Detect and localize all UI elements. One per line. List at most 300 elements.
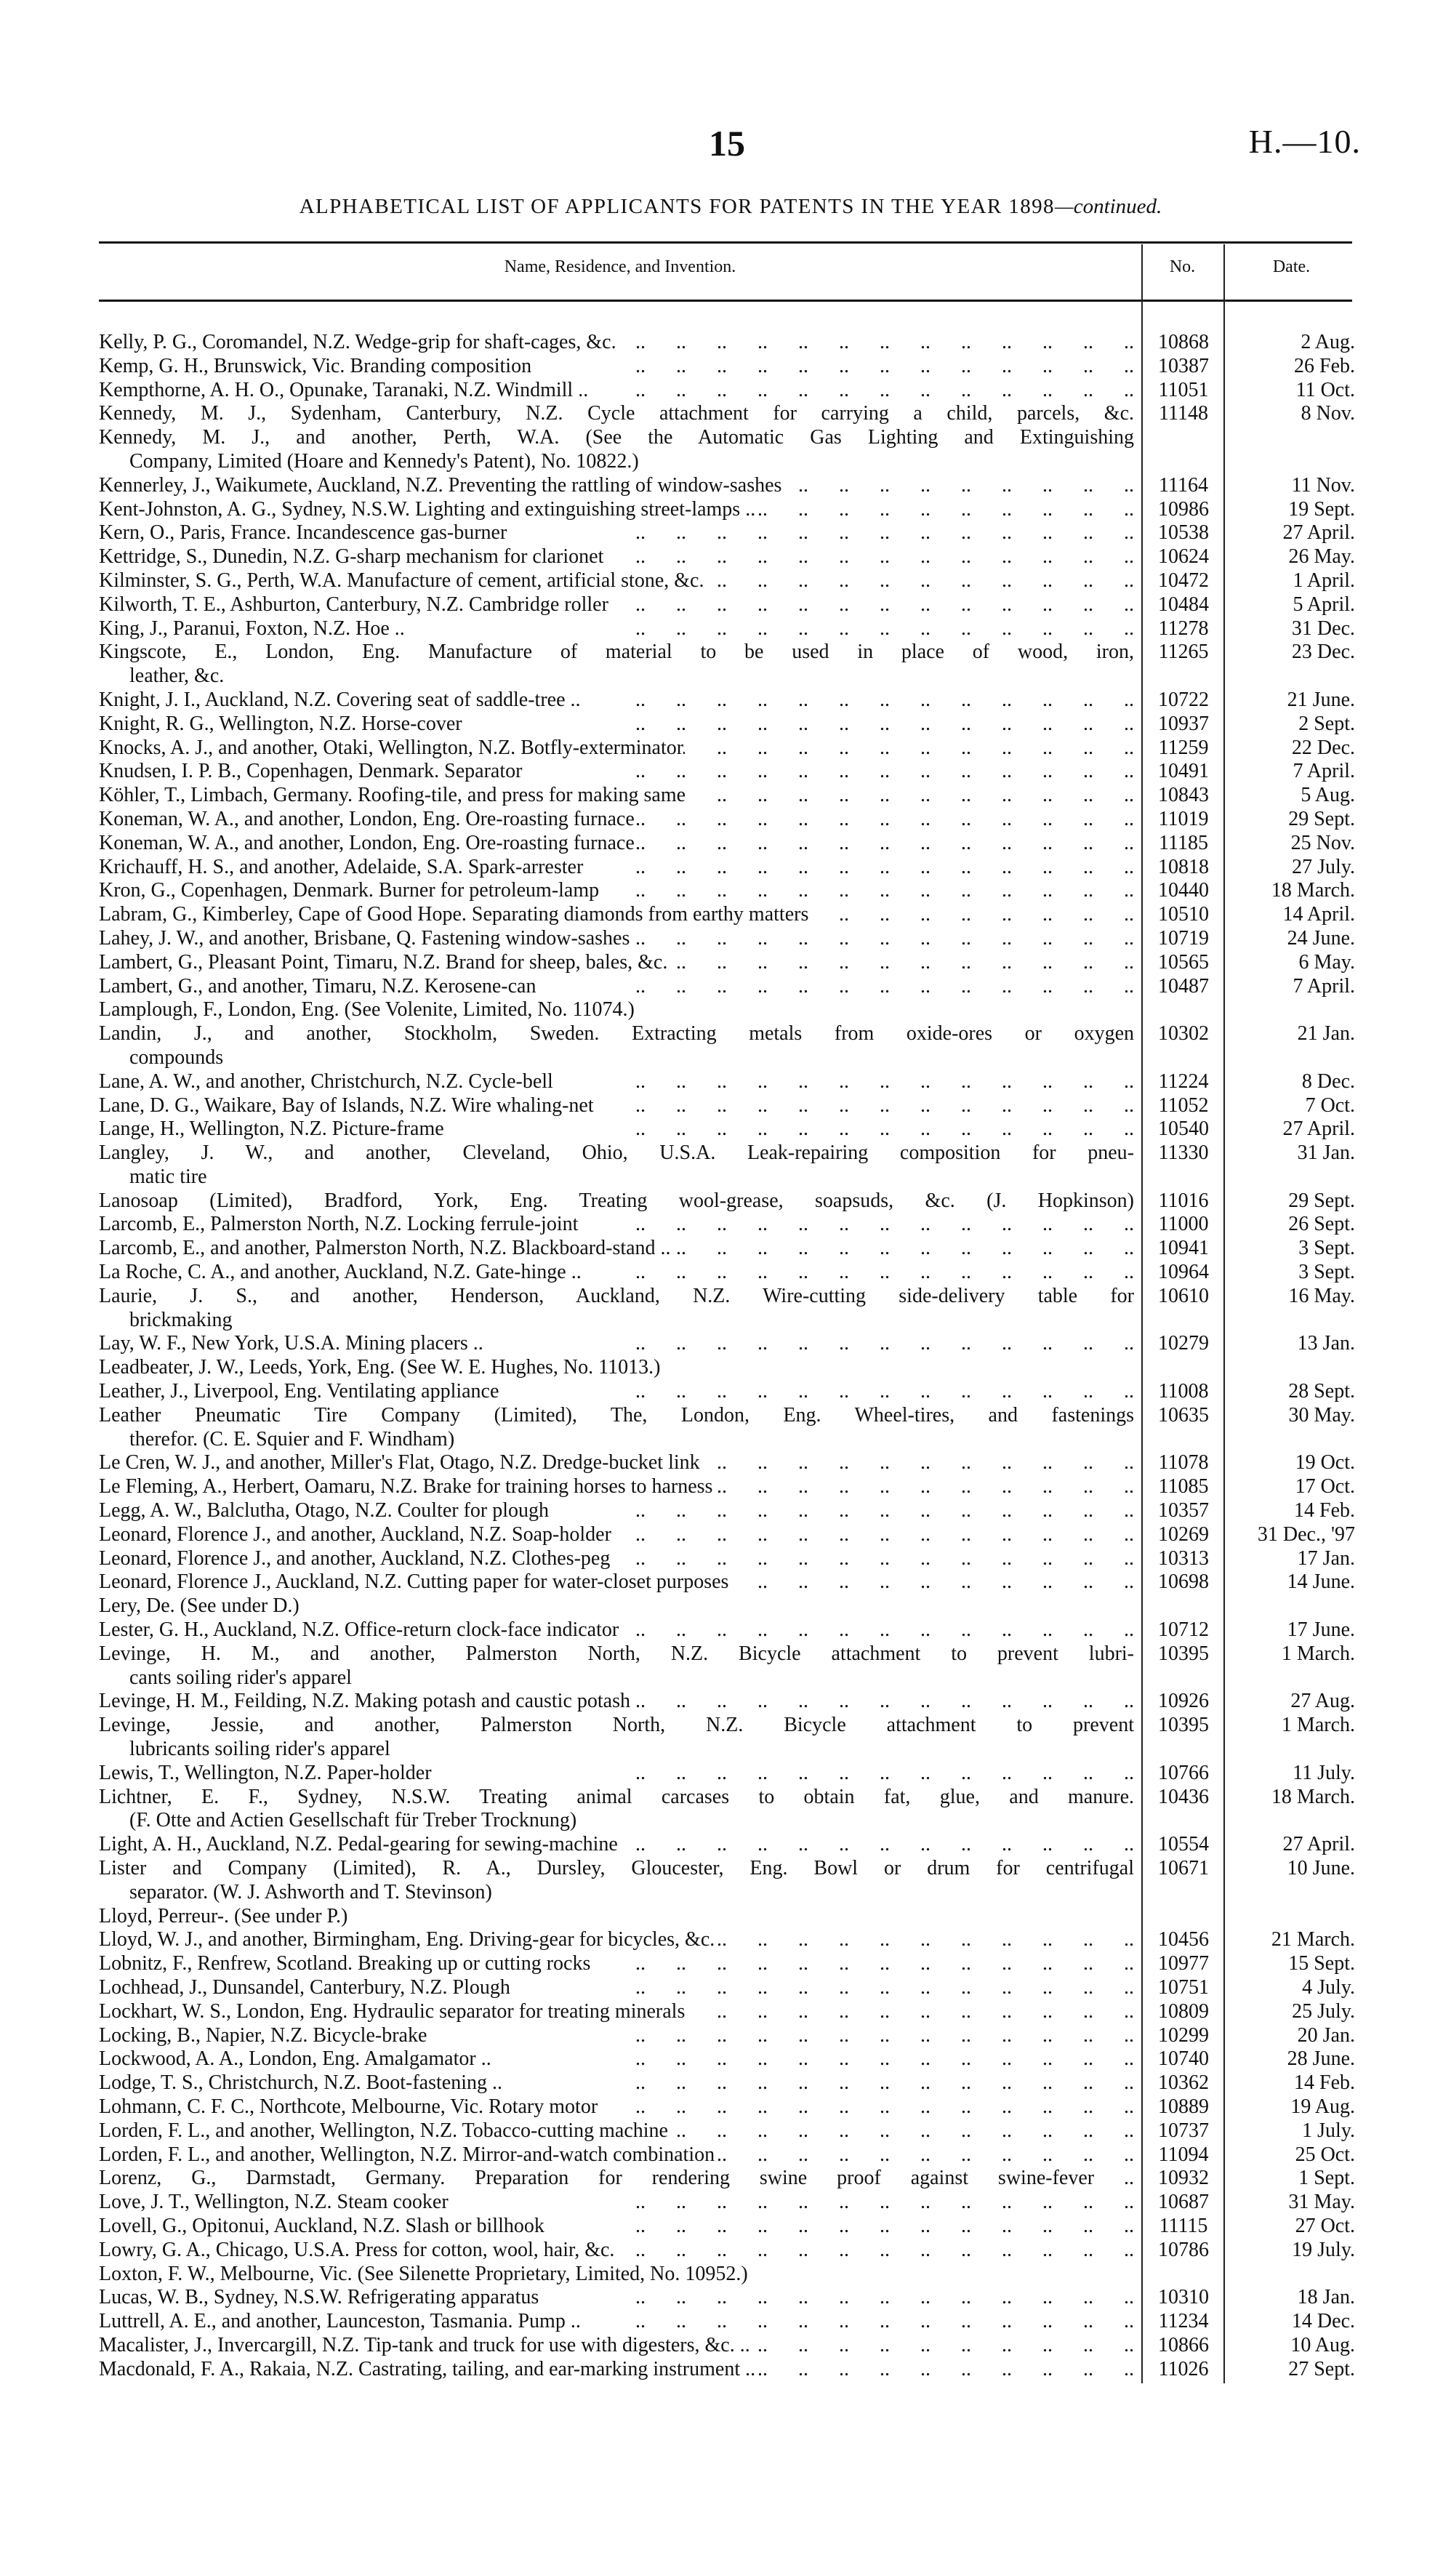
- patent-number: 10279: [1158, 1332, 1209, 1355]
- applicant-text: Knudsen, I. P. B., Copenhagen, Denmark. Separator: [99, 760, 523, 783]
- application-date: 11 Oct.: [1295, 378, 1355, 401]
- table-row: [99, 1141, 1364, 1165]
- document-reference: H.—10.: [1248, 123, 1361, 160]
- table-row: [99, 617, 1364, 641]
- patent-number: 10671: [1158, 1857, 1209, 1879]
- applicant-text: Lorden, F. L., and another, Wellington, N.Z. Mirror-and-watch combination: [99, 2143, 715, 2166]
- applicant-cell: [99, 1499, 1134, 1523]
- continuation-text: lubricants soiling rider's apparel: [129, 1738, 390, 1761]
- application-date: 22 Dec.: [1291, 736, 1355, 759]
- table-row: [99, 1237, 1364, 1261]
- table-row: [99, 1475, 1364, 1499]
- table-row: [99, 426, 1364, 450]
- application-date: 14 June.: [1287, 1570, 1355, 1594]
- table-row-continuation: [99, 1738, 1364, 1762]
- table-row: [99, 927, 1364, 951]
- patent-number: 10565: [1158, 950, 1209, 974]
- applicant-text: Kemp, G. H., Brunswick, Vic. Branding composition: [99, 354, 532, 377]
- applicant-text: Lobnitz, F., Renfrew, Scotland. Breaking up or cutting rocks: [99, 1952, 591, 1975]
- applicant-cell: [99, 879, 1134, 903]
- table-row: [99, 593, 1364, 617]
- applicant-cell: [99, 593, 1134, 617]
- patent-number: 10712: [1158, 1618, 1209, 1642]
- table-row: [99, 1261, 1364, 1285]
- table-row-continuation: [99, 1046, 1364, 1070]
- dot-leader: [553, 1070, 1134, 1094]
- applicant-cell: [99, 1642, 1134, 1666]
- table-row: [99, 737, 1364, 761]
- dot-leader: [610, 1547, 1134, 1571]
- application-date: 28 June.: [1287, 2047, 1355, 2071]
- applicant-text: Le Fleming, A., Herbert, Oamaru, N.Z. Brake for training horses to harness: [99, 1475, 713, 1498]
- application-date: 31 Dec.: [1291, 617, 1355, 640]
- applicant-list: [99, 331, 1364, 2382]
- table-row: [99, 1786, 1364, 1810]
- application-date: 3 Sept.: [1298, 1261, 1355, 1284]
- application-date: [1224, 1356, 1361, 1380]
- applicant-text: Leonard, Florence J., and another, Auckland, N.Z. Clothes-peg: [99, 1546, 611, 1570]
- patent-number: 11000: [1158, 1213, 1209, 1236]
- applicant-text: Lorden, F. L., and another, Wellington, N.Z. Tobacco-cutting machine: [99, 2119, 668, 2142]
- applicant-text: Lowry, G. A., Chicago, U.S.A. Press for cotton, wool, hair, &c.: [99, 2238, 615, 2261]
- applicant-text: Luttrell, A. E., and another, Launceston, Tasmania. Pump ..: [99, 2310, 581, 2333]
- applicant-text: Lichtner, E. F., Sydney, N.S.W. Treating animal carcases to obtain fat, glue, and manure.: [99, 1785, 1134, 1808]
- continuation-text: separator. (W. J. Ashworth and T. Stevinson): [129, 1880, 492, 1903]
- table-row-continuation: [99, 450, 1364, 474]
- table-row: [99, 856, 1364, 880]
- applicant-text: Light, A. H., Auckland, N.Z. Pedal-gearing for sewing-machine: [99, 1833, 618, 1856]
- patent-number: 10299: [1158, 2023, 1209, 2047]
- applicant-cell: [99, 1404, 1134, 1428]
- applicant-text: Lester, G. H., Auckland, N.Z. Office-return clock-face indicator: [99, 1618, 619, 1642]
- dot-leader: [750, 2334, 1134, 2358]
- applicant-cell: [99, 2191, 1134, 2215]
- patent-number: 10362: [1158, 2071, 1209, 2095]
- dot-leader: [502, 2071, 1134, 2095]
- applicant-text: Leonard, Florence J., Auckland, N.Z. Cutting paper for water-closet purposes: [99, 1570, 729, 1594]
- application-date: 31 Dec., '97: [1257, 1522, 1355, 1546]
- applicant-cell: [99, 737, 1134, 761]
- dot-leader: [582, 1261, 1134, 1285]
- table-row: [99, 975, 1364, 999]
- applicant-cell: [99, 1356, 1134, 1380]
- table-row-continuation: [99, 1309, 1364, 1333]
- application-date: 26 May.: [1288, 545, 1355, 569]
- applicant-cell: [99, 2024, 1134, 2048]
- applicant-cell: [99, 1451, 1134, 1475]
- applicant-text: Langley, J. W., and another, Cleveland, Ohio, U.S.A. Leak-repairing composition for pneu-: [99, 1141, 1134, 1165]
- table-row: [99, 1404, 1364, 1428]
- dot-leader: [583, 856, 1134, 880]
- application-date: 5 April.: [1293, 593, 1355, 616]
- applicant-text: Kilminster, S. G., Perth, W.A. Manufacture of cement, artificial stone, &c.: [99, 569, 704, 592]
- application-date: 8 Nov.: [1301, 402, 1355, 425]
- column-header-no: No.: [1169, 257, 1196, 276]
- table-row: [99, 2358, 1364, 2382]
- dot-leader: [668, 2119, 1134, 2143]
- applicant-text: Labram, G., Kimberley, Cape of Good Hope. Separating diamonds from earthy matters: [99, 903, 809, 926]
- application-date: 19 Aug.: [1290, 2095, 1355, 2118]
- dot-leader: [427, 2024, 1134, 2048]
- applicant-text: Lister and Company (Limited), R. A., Dursley, Gloucester, Eng. Bowl or drum for centrifugal: [99, 1857, 1134, 1879]
- applicant-cell: [99, 1786, 1134, 1810]
- applicant-text: Kennedy, M. J., Sydenham, Canterbury, N.Z. Cycle attachment for carrying a child, parcels, &c.: [99, 402, 1134, 425]
- applicant-text: Koneman, W. A., and another, London, Eng. Ore-roasting furnace: [99, 807, 635, 830]
- dot-leader: [630, 1690, 1134, 1714]
- applicant-text: Laurie, J. S., and another, Henderson, Auckland, N.Z. Wire-cutting side-delivery table for: [99, 1284, 1134, 1307]
- application-date: 7 April.: [1293, 760, 1355, 783]
- application-date: 26 Feb.: [1294, 354, 1355, 377]
- patent-number: 10687: [1158, 2191, 1209, 2214]
- patent-number: 11078: [1158, 1451, 1209, 1474]
- applicant-cell: [99, 1475, 1134, 1499]
- continuation-text: leather, &c.: [129, 665, 225, 688]
- patent-number: 11094: [1158, 2143, 1209, 2166]
- applicant-cell: [99, 689, 1134, 713]
- dot-leader: [728, 1570, 1134, 1594]
- applicant-text: Kempthorne, A. H. O., Opunake, Taranaki, N.Z. Windmill ..: [99, 378, 589, 401]
- dot-leader: [590, 1952, 1134, 1976]
- table-row: [99, 1332, 1364, 1356]
- dot-leader: [544, 2215, 1134, 2239]
- patent-number: 10964: [1158, 1261, 1209, 1284]
- applicant-cell: [99, 1261, 1134, 1285]
- applicant-cell: [99, 1762, 1134, 1786]
- applicant-cell: [99, 713, 1134, 737]
- application-date: 1 March.: [1281, 1714, 1355, 1737]
- table-row: [99, 402, 1364, 426]
- applicant-cell: [99, 2071, 1134, 2095]
- applicant-cell: [99, 1547, 1134, 1571]
- applicant-cell: [99, 2000, 1134, 2024]
- patent-number: 10722: [1158, 688, 1209, 711]
- application-date: 14 Dec.: [1291, 2310, 1355, 2333]
- applicant-cell: [99, 2239, 1134, 2263]
- table-row: [99, 2143, 1364, 2167]
- application-date: [1224, 1905, 1361, 1929]
- applicant-cell: [99, 1618, 1134, 1642]
- dot-leader: [667, 951, 1134, 975]
- dot-leader: [507, 521, 1134, 545]
- application-date: 27 July.: [1292, 855, 1355, 878]
- application-date: 26 Sept.: [1288, 1213, 1355, 1236]
- applicant-cell: [99, 1952, 1134, 1976]
- patent-number: 10302: [1158, 1022, 1209, 1046]
- applicant-text: Lamplough, F., London, Eng. (See Volenite, Limited, No. 11074.): [99, 998, 635, 1022]
- patent-number: 11051: [1158, 378, 1209, 401]
- applicant-cell: [99, 1332, 1134, 1356]
- applicant-cell: [99, 1070, 1134, 1094]
- application-date: 14 Feb.: [1294, 1499, 1355, 1522]
- table-row: [99, 998, 1364, 1022]
- table-row: [99, 2119, 1364, 2143]
- application-date: 14 April.: [1282, 903, 1355, 926]
- table-row: [99, 951, 1364, 975]
- application-date: 7 Oct.: [1305, 1094, 1355, 1117]
- table-row: [99, 521, 1364, 545]
- applicant-text: Kilworth, T. E., Ashburton, Canterbury, N.Z. Cambridge roller: [99, 593, 608, 616]
- patent-number: 10751: [1158, 1975, 1209, 1999]
- continuation-text: compounds: [129, 1046, 224, 1069]
- applicant-text: Lockwood, A. A., London, Eng. Amalgamator ..: [99, 2047, 491, 2071]
- table-row: [99, 2334, 1364, 2358]
- application-date: 17 June.: [1287, 1618, 1355, 1642]
- dot-leader: [581, 2310, 1134, 2334]
- dot-leader: [594, 1094, 1134, 1118]
- continuation-text: cants soiling rider's apparel: [129, 1666, 352, 1689]
- table-row: [99, 2310, 1364, 2334]
- applicant-cell: [99, 2143, 1134, 2167]
- applicant-text: Knocks, A. J., and another, Otaki, Wellington, N.Z. Botfly-exterminator: [99, 736, 684, 759]
- dot-leader: [755, 2358, 1134, 2382]
- dot-leader: [611, 1523, 1134, 1547]
- patent-number: 10436: [1158, 1785, 1209, 1808]
- header-bottom-rule: [99, 300, 1352, 302]
- dot-leader: [635, 832, 1134, 856]
- applicant-cell: [99, 1594, 1134, 1618]
- patent-number: 10440: [1158, 879, 1209, 902]
- application-date: 18 March.: [1271, 879, 1355, 902]
- continuation-text: Company, Limited (Hoare and Kennedy's Patent), No. 10822.): [129, 449, 639, 473]
- dot-leader: [491, 2047, 1134, 2071]
- application-date: 18 Jan.: [1297, 2286, 1355, 2309]
- continuation-text: matic tire: [129, 1165, 207, 1188]
- applicant-text: Lane, A. W., and another, Christchurch, N.Z. Cycle-bell: [99, 1070, 553, 1093]
- application-date: 2 Sept.: [1298, 712, 1355, 735]
- title-text: ALPHABETICAL LIST OF APPLICANTS FOR PATENTS IN THE YEAR 1898: [299, 195, 1055, 218]
- application-date: 19 July.: [1292, 2238, 1355, 2261]
- patent-number: 10766: [1158, 1761, 1209, 1784]
- patent-number: 11185: [1159, 831, 1208, 854]
- application-date: 17 Oct.: [1295, 1475, 1355, 1498]
- applicant-cell: [99, 569, 1134, 593]
- table-row: [99, 1690, 1364, 1714]
- table-row: [99, 1857, 1364, 1881]
- applicant-cell: [99, 1523, 1134, 1547]
- applicant-cell: [99, 1094, 1134, 1118]
- table-row: [99, 689, 1364, 713]
- patent-number: 10313: [1158, 1546, 1209, 1570]
- application-date: 29 Sept.: [1288, 807, 1355, 830]
- table-header: [99, 247, 1359, 300]
- dot-leader: [683, 737, 1134, 761]
- applicant-text: Lohmann, C. F. C., Northcote, Melbourne, Vic. Rotary motor: [99, 2095, 598, 2118]
- applicant-cell: [99, 856, 1134, 880]
- applicant-cell: [99, 903, 1134, 927]
- table-row: [99, 879, 1364, 903]
- applicant-text: Levinge, Jessie, and another, Palmerston North, N.Z. Bicycle attachment to prevent: [99, 1714, 1134, 1737]
- patent-number: [1143, 1356, 1224, 1380]
- table-row: [99, 903, 1364, 927]
- patent-number: 10926: [1158, 1690, 1209, 1713]
- table-row: [99, 1833, 1364, 1857]
- table-row: [99, 355, 1364, 379]
- table-row: [99, 2071, 1364, 2095]
- applicant-text: Lange, H., Wellington, N.Z. Picture-frame: [99, 1118, 444, 1141]
- patent-number: 10635: [1158, 1403, 1209, 1427]
- table-row: [99, 379, 1364, 403]
- dot-leader: [712, 1475, 1134, 1499]
- application-date: 29 Sept.: [1288, 1189, 1355, 1212]
- patent-number: 10510: [1158, 903, 1209, 926]
- applicant-cell: [99, 545, 1134, 569]
- applicant-cell: [99, 2358, 1134, 2382]
- applicant-text: Knight, J. I., Auckland, N.Z. Covering seat of saddle-tree ..: [99, 688, 581, 711]
- applicant-text: Love, J. T., Wellington, N.Z. Steam cooker: [99, 2191, 449, 2214]
- continuation-text: brickmaking: [129, 1308, 233, 1331]
- applicant-text: Leather Pneumatic Tire Company (Limited), The, London, Eng. Wheel-tires, and fastenings: [99, 1403, 1134, 1427]
- patent-number: 10395: [1158, 1714, 1209, 1737]
- applicant-text: Kennerley, J., Waikumete, Auckland, N.Z. Preventing the rattling of window-sashes: [99, 473, 782, 497]
- patent-number: 10719: [1158, 926, 1209, 950]
- table-row-continuation: [99, 1165, 1364, 1189]
- applicant-text: Le Cren, W. J., and another, Miller's Flat, Otago, N.Z. Dredge-bucket link: [99, 1451, 700, 1474]
- applicant-cell: [99, 2286, 1134, 2310]
- patent-number: 11019: [1158, 807, 1209, 830]
- table-row: [99, 1189, 1364, 1213]
- dot-leader: [618, 1833, 1134, 1857]
- applicant-cell: [99, 2215, 1134, 2239]
- continuation-text: (F. Otte and Actien Gesellschaft für Treber Trocknung): [129, 1809, 577, 1832]
- applicant-text: Landin, J., and another, Stockholm, Sweden. Extracting metals from oxide-ores or oxygen: [99, 1022, 1134, 1046]
- applicant-cell: [99, 2095, 1134, 2119]
- applicant-text: Lay, W. F., New York, U.S.A. Mining placers ..: [99, 1332, 483, 1355]
- application-date: 1 July.: [1302, 2119, 1355, 2142]
- applicant-text: Kelly, P. G., Coromandel, N.Z. Wedge-grip for shaft-cages, &c.: [99, 331, 616, 353]
- applicant-cell: [99, 1380, 1134, 1404]
- table-row-continuation: [99, 1809, 1364, 1833]
- dot-leader: [483, 1332, 1134, 1356]
- applicant-cell: [99, 1022, 1134, 1046]
- applicant-cell: [99, 1928, 1134, 1952]
- applicant-cell: [99, 2263, 1134, 2287]
- application-date: 31 Jan.: [1297, 1141, 1355, 1165]
- patent-number: 10395: [1158, 1642, 1209, 1665]
- table-row: [99, 1952, 1364, 1976]
- applicant-cell: [99, 379, 1134, 403]
- applicant-cell: [99, 426, 1134, 450]
- application-date: 27 Sept.: [1288, 2357, 1355, 2380]
- dot-leader: [635, 808, 1134, 832]
- applicant-text: Lambert, G., and another, Timaru, N.Z. Kerosene-can: [99, 974, 536, 998]
- patent-number: 10540: [1158, 1118, 1209, 1141]
- applicant-cell: [99, 641, 1134, 665]
- applicant-text: Kettridge, S., Dunedin, N.Z. G-sharp mechanism for clarionet: [99, 545, 604, 569]
- application-date: 31 May.: [1288, 2191, 1355, 2214]
- applicant-text: Larcomb, E., and another, Palmerston North, N.Z. Blackboard-stand ..: [99, 1237, 671, 1260]
- patent-number: 11278: [1158, 617, 1209, 640]
- dot-leader: [704, 569, 1134, 593]
- dot-leader: [536, 975, 1134, 999]
- patent-number: 10737: [1158, 2119, 1209, 2142]
- application-date: 10 Aug.: [1290, 2333, 1355, 2356]
- applicant-cell: [99, 498, 1134, 522]
- dot-leader: [598, 2095, 1134, 2119]
- applicant-text: Macdonald, F. A., Rakaia, N.Z. Castrating, tailing, and ear-marking instrument ..: [99, 2357, 756, 2380]
- table-row: [99, 2167, 1364, 2191]
- table-row: [99, 1905, 1364, 1929]
- dot-leader: [581, 689, 1134, 713]
- application-date: 18 March.: [1271, 1785, 1355, 1808]
- dot-leader: [444, 1118, 1134, 1141]
- patent-number: 10484: [1158, 593, 1209, 616]
- patent-number: [1143, 1594, 1224, 1618]
- applicant-text: Legg, A. W., Balclutha, Otago, N.Z. Coulter for plough: [99, 1499, 550, 1522]
- application-date: 4 July.: [1302, 1975, 1355, 1999]
- application-date: 27 April.: [1282, 1833, 1355, 1856]
- application-date: 21 Jan.: [1297, 1022, 1355, 1046]
- dot-leader: [700, 1451, 1134, 1475]
- applicant-cell: [99, 355, 1134, 379]
- table-row: [99, 569, 1364, 593]
- table-row: [99, 1094, 1364, 1118]
- applicant-text: Loxton, F. W., Melbourne, Vic. (See Silenette Proprietary, Limited, No. 10952.): [99, 2262, 748, 2285]
- applicant-text: Levinge, H. M., Feilding, N.Z. Making potash and caustic potash: [99, 1690, 630, 1713]
- dot-leader: [449, 2191, 1134, 2215]
- applicant-cell: [99, 1690, 1134, 1714]
- patent-number: 10740: [1158, 2047, 1209, 2071]
- table-row: [99, 474, 1364, 498]
- table-row: [99, 832, 1364, 856]
- table-row: [99, 2191, 1364, 2215]
- applicant-text: Lery, De. (See under D.): [99, 1594, 300, 1618]
- applicant-cell: [99, 1189, 1134, 1213]
- applicant-cell: [99, 1118, 1134, 1141]
- application-date: 27 April.: [1282, 1118, 1355, 1141]
- dot-leader: [588, 379, 1134, 403]
- patent-number: 11265: [1158, 641, 1209, 664]
- application-date: 25 Oct.: [1295, 2143, 1355, 2166]
- table-row-continuation: [99, 1881, 1364, 1905]
- applicant-cell: [99, 784, 1134, 808]
- application-date: 21 June.: [1287, 688, 1355, 711]
- page-title: [0, 195, 1451, 219]
- dot-leader: [608, 593, 1134, 617]
- patent-number: 10472: [1158, 569, 1209, 592]
- patent-number: 10818: [1158, 855, 1209, 878]
- table-row: [99, 545, 1364, 569]
- patent-number: [1143, 998, 1224, 1022]
- applicant-text: Leadbeater, J. W., Leeds, York, Eng. (See W. E. Hughes, No. 11013.): [99, 1356, 661, 1379]
- applicant-cell: [99, 2334, 1134, 2358]
- dot-leader: [462, 713, 1134, 737]
- applicant-text: Leonard, Florence J., and another, Auckland, N.Z. Soap-holder: [99, 1522, 611, 1546]
- applicant-cell: [99, 1285, 1134, 1309]
- applicant-cell: [99, 808, 1134, 832]
- patent-number: 11085: [1158, 1475, 1209, 1498]
- application-date: 28 Sept.: [1288, 1380, 1355, 1403]
- application-date: 21 March.: [1271, 1928, 1355, 1951]
- patent-number: 11016: [1158, 1189, 1209, 1212]
- applicant-text: Lloyd, W. J., and another, Birmingham, Eng. Driving-gear for bicycles, &c.: [99, 1928, 715, 1951]
- application-date: 11 Nov.: [1291, 473, 1355, 497]
- application-date: 5 Aug.: [1301, 784, 1355, 807]
- dot-leader: [614, 2239, 1134, 2263]
- applicant-cell: [99, 2047, 1134, 2071]
- applicant-cell: [99, 2119, 1134, 2143]
- applicant-text: Lorenz, G., Darmstadt, Germany. Preparation for rendering swine proof against swine-fever ..: [99, 2167, 1134, 2190]
- application-date: 11 July.: [1293, 1761, 1355, 1784]
- applicant-text: Locking, B., Napier, N.Z. Bicycle-brake: [99, 2023, 427, 2047]
- applicant-cell: [99, 331, 1134, 355]
- applicant-text: Lockhart, W. S., London, Eng. Hydraulic separator for treating minerals: [99, 1999, 686, 2023]
- table-row: [99, 1022, 1364, 1046]
- applicant-text: Koneman, W. A., and another, London, Eng. Ore-roasting furnace: [99, 831, 635, 854]
- applicant-cell: [99, 1714, 1134, 1738]
- applicant-text: King, J., Paranui, Foxton, N.Z. Hoe ..: [99, 617, 405, 640]
- dot-leader: [549, 1499, 1134, 1523]
- dot-leader: [599, 879, 1134, 903]
